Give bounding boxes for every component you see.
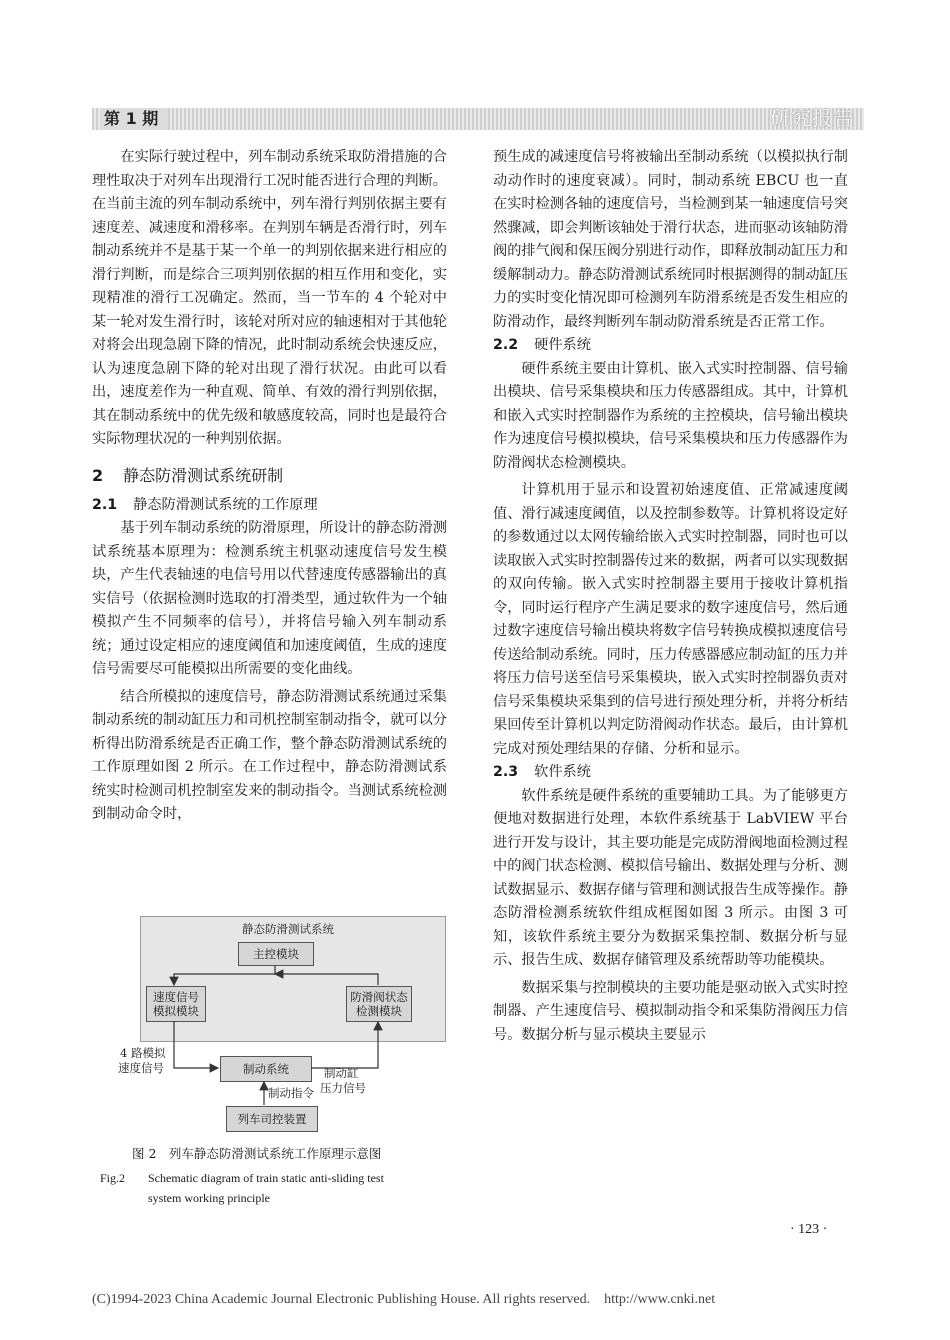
issue-label: 第 1 期 [100,108,168,130]
section-title: 静态防滑测试系统研制 [123,465,284,485]
subsection-number: 2.2 [493,337,519,353]
main-to-speed-arrow [174,965,275,985]
caption-en-line2: system working principle [148,1191,270,1205]
valve-module-line2: 检测模块 [356,1004,402,1018]
speed-module-line2: 模拟模块 [153,1004,199,1018]
copyright-notice: (C)1994-2023 China Academic Journal Electronic Publishing House. All rights reserved. http://www.cnki.net [92,1292,716,1307]
subsection-number: 2.1 [92,496,118,513]
paragraph: 结合所模拟的速度信号，静态防滑测试系统通过采集制动系统的制动缸压力和司机控制室制动指令，就可以分析得出防滑系统是否正确工作，整个静态防滑测试系统的工作原理如图 2 所示。在工作过程中，静态防滑测试系统实时检测司机控制室发来的制动指令。当测试系统检测到制动命令时， [92,688,447,822]
page-number: · 123 · [790,1222,828,1237]
subsection-heading [493,334,848,358]
speed-to-brake-arrow [174,1021,218,1068]
subsection-title: 软件系统 [534,764,591,780]
paragraph: 基于列车制动系统的防滑原理，所设计的静态防滑测试系统基本原理为：检测系统主机驱动速度信号发生模块，产生代表轴速的电信号用以代替速度传感器输出的真实信号（依据检测时选取的打滑类型，通过软件为一个轴模拟产生不同频率的信号），并将信号输入列车制动系统；通过设定相应的速度阈值和加速度阈值，生成的速度信号需要尽可能模拟出所需要的变化曲线。 [92,520,447,677]
brake-command-label: 制动指令 [268,1086,314,1100]
brake-to-valve-arrow [311,1022,378,1068]
subsection-heading [92,494,447,518]
figure-caption-english [100,1168,460,1208]
valve-to-main-arrow [275,974,378,985]
section-heading [92,464,447,488]
paragraph: 计算机用于显示和设置初始速度值、正常减速度阈值、滑行减速度阈值，以及控制参数等。计算机将设定好的参数通过以太网传输给嵌入式实时控制器，同时也可以读取嵌入式实时控制器传过来的数据，两者可以实现数据的双向传输。嵌入式实时控制器主要用于接收计算机指令，同时运行程序产生满足要求的数字速度信号，然后通过数字速度信号输出模块将数字信号转换成模拟速度信号传送给制动系统。同时，压力传感器感应制动缸的压力并将压力信号送至信号采集模块，嵌入式实时控制器负责对信号采集模块采集到的信号进行预处理分析，并将分析结果回传至计算机以判定防滑阀动作状态。最后，由计算机完成对预处理结果的存储、分析和显示。 [493,482,848,757]
speed-signal-label-line1: 4 路模拟 [120,1046,166,1060]
paragraph: 预生成的减速度信号将被输出至制动系统（以模拟执行制动动作时的速度衰减）。同时，制动系统 EBCU 也一直在实时检测各轴的速度信号，当检测到某一轴速度信号突然骤减，即会判断该轴处于滑行状态，进而驱动该轴防滑阀的排气阀和保压阀分别进行动作，即释放制动缸压力和缓解制动力。静态防滑测试系统同时根据测得的制动缸压力的实时变化情况即可检测列车防滑系统是否发生相应的防滑动作，最终判断列车制动防滑系统是否正常工作。 [493,149,848,330]
train-control-device-box: 列车司控装置 [226,1106,318,1132]
figure-arrows [92,916,452,1136]
figure-2-diagram [92,916,452,1136]
subsection-heading [493,761,848,785]
valve-module-line1: 防滑阀状态 [350,990,408,1004]
speed-module-line1: 速度信号 [153,990,199,1004]
pressure-signal-label-line1: 制动缸 [324,1066,359,1080]
running-header-band [92,108,864,130]
test-system-label: 静态防滑测试系统 [242,922,334,936]
brake-system-box: 制动系统 [220,1056,312,1082]
subsection-number: 2.3 [493,764,519,780]
caption-figure-number: Fig.2 [100,1171,126,1185]
column-label: 研究报告 [770,106,854,130]
speed-signal-label-line2: 速度信号 [118,1061,164,1075]
right-column [493,146,848,1047]
section-number: 2 [92,465,104,485]
subsection-title: 静态防滑测试系统的工作原理 [133,496,318,513]
main-control-module: 主控模块 [238,942,314,966]
left-column [92,146,447,827]
caption-en-line1: Schematic diagram of train static anti-sliding test [148,1171,384,1185]
paragraph: 软件系统是硬件系统的重要辅助工具。为了能够更方便地对数据进行处理，本软件系统基于 LabVIEW 平台进行开发与设计，其主要功能是完成防滑阀地面检测过程中的阀门状态检测、模拟信号输出、数据处理与分析、测试数据显示、数据存储与管理和测试报告生成等操作。静态防滑检测系统软件组成框图如图 3 所示。由图 3 可知，该软件系统主要分为数据采集控制、数据分析与显示、报告生成、数据存储管理及系统帮助等功能模块。 [493,787,848,968]
paragraph: 在实际行驶过程中，列车制动系统采取防滑措施的合理性取决于对列车出现滑行工况时能否进行合理的判断。在当前主流的列车制动系统中，列车滑行判别依据主要有速度差、减速度和滑移率。在判别车辆是否滑行时，列车制动系统并不是基于某一个单一的判别依据来进行相应的滑行判断，而是综合三项判别依据的相互作用和变化，实现精准的滑行工况确定。然而，当一节车的 4 个轮对中某一轮对发生滑行时，该轮对所对应的轴速相对于其他轮对将会出现急剧下降的情况，此时制动系统会快速反应，认为速度急剧下降的轮对出现了滑行状况。由此可以看出，速度差作为一种直观、简单、有效的滑行判别依据，其在制动系统中的优先级和敏感度较高，同时也是最符合实际物理状况的一种判别依据。 [92,149,447,447]
subsection-title: 硬件系统 [534,337,591,353]
pressure-signal-label-line2: 压力信号 [320,1081,366,1095]
paragraph: 数据采集与控制模块的主要功能是驱动嵌入式实时控制器、产生速度信号、模拟制动指令和采集防滑阀压力信号。数据分析与显示模块主要显示 [493,979,848,1043]
paragraph: 硬件系统主要由计算机、嵌入式实时控制器、信号输出模块、信号采集模块和压力传感器组成。其中，计算机和嵌入式实时控制器作为系统的主控模块，信号输出模块作为速度信号模拟模块，信号采集模块和压力传感器作为防滑阀状态检测模块。 [493,360,848,471]
figure-caption-chinese: 图 2 列车静态防滑测试系统工作原理示意图 [132,1146,382,1161]
